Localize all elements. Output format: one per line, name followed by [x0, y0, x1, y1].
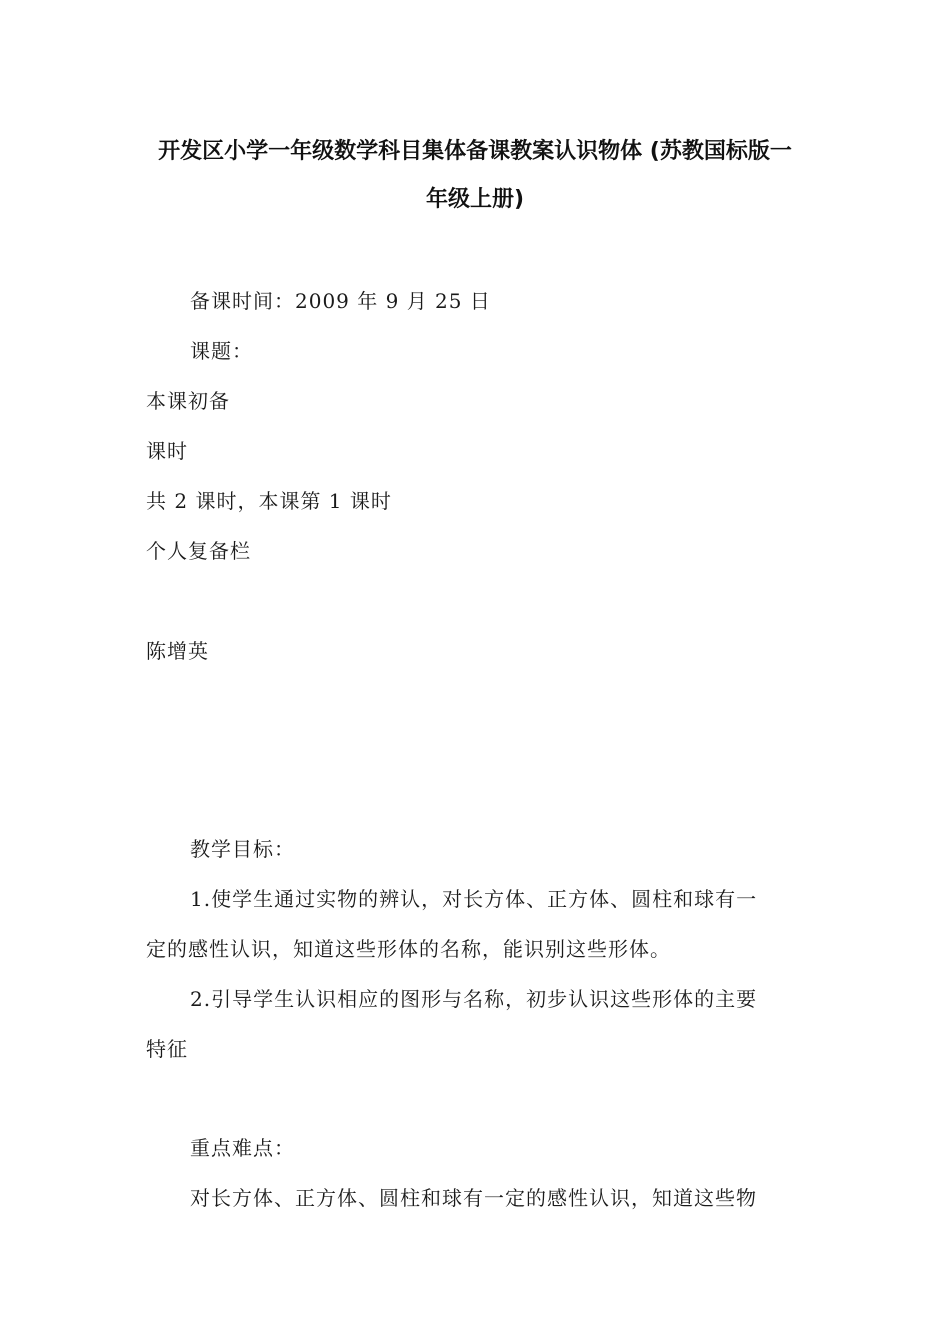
author-name: 陈增英 [146, 639, 209, 663]
period-label: 课时 [146, 439, 188, 463]
initial-prep-label: 本课初备 [146, 389, 230, 413]
objective-1-line2: 定的感性认识，知道这些形体的名称，能识别这些形体。 [146, 937, 671, 961]
objective-2-line1: 2.引导学生认识相应的图形与名称，初步认识这些形体的主要 [190, 987, 758, 1011]
document-title-line1: 开发区小学一年级数学科目集体备课教案认识物体 (苏教国标版一 [158, 139, 792, 164]
period-value: 共 2 课时，本课第 1 课时 [146, 489, 392, 513]
key-points-line1: 对长方体、正方体、圆柱和球有一定的感性认识，知道这些物 [190, 1186, 757, 1210]
prep-time: 备课时间：2009 年 9 月 25 日 [190, 289, 491, 313]
document-title-line2: 年级上册) [425, 187, 525, 212]
lesson-topic: 课题： [190, 339, 253, 363]
key-points-heading: 重点难点： [190, 1136, 295, 1160]
objective-1-line1: 1.使学生通过实物的辨认，对长方体、正方体、圆柱和球有一 [190, 887, 758, 911]
objectives-heading: 教学目标： [190, 837, 295, 861]
objective-2-line2: 特征 [146, 1037, 188, 1061]
personal-prep-label: 个人复备栏 [146, 539, 251, 563]
